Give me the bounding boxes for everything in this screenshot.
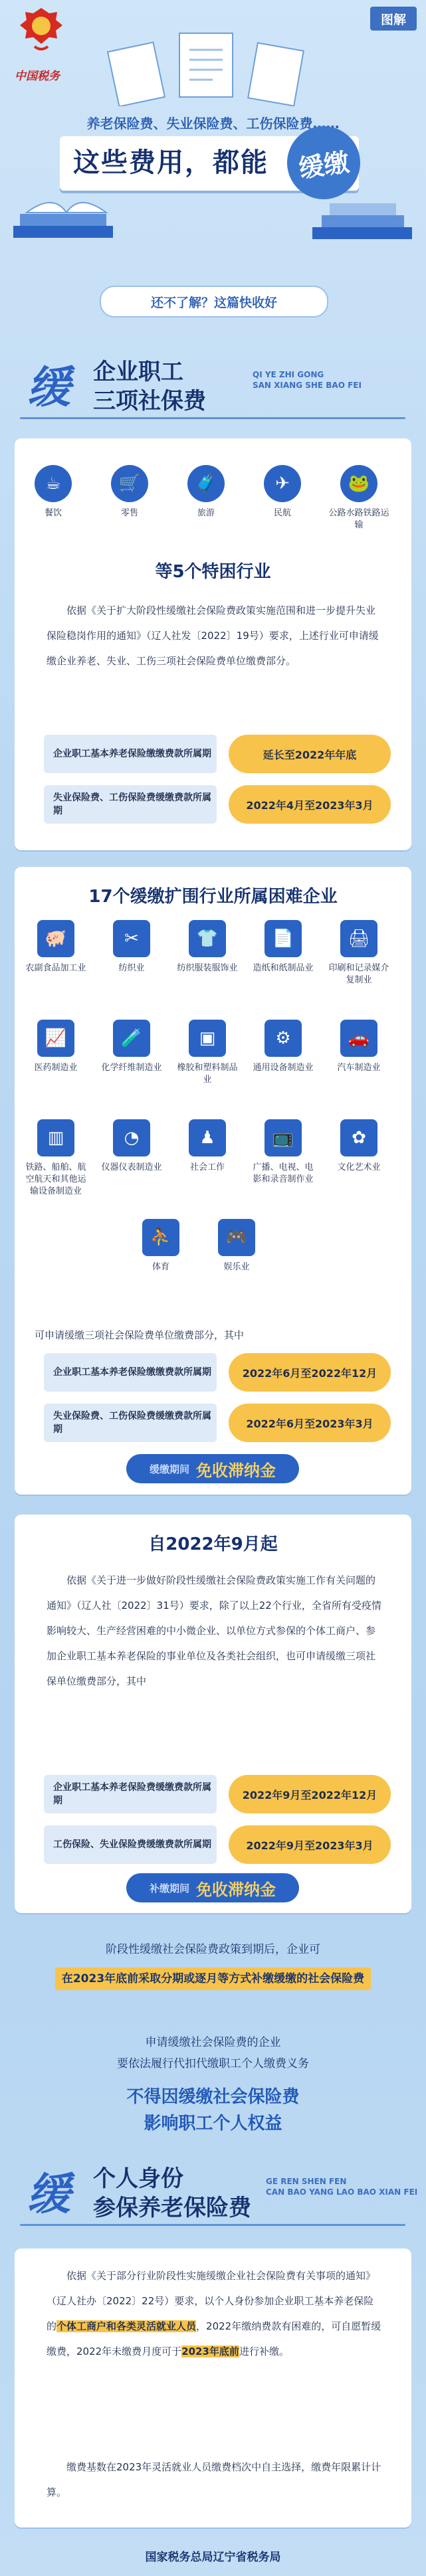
industry-item	[98, 1020, 165, 1074]
policy-expiry-highlight: 在2023年底前采取分期或逐月等方式补缴缓缴的社会保险费	[55, 1968, 371, 1990]
industry-label: 社会工作	[189, 1162, 225, 1172]
industry-icon: 🖨	[340, 920, 377, 957]
header-pill: 还不了解？这篇快收好	[100, 286, 328, 318]
industry-item	[326, 920, 392, 986]
industry-label: 化学纤维制造业	[101, 1063, 162, 1073]
card4-para1	[47, 2263, 382, 2364]
industry-label: 铁路、船舶、航空航天和其他运输设备制造业	[25, 1162, 86, 1196]
industry-item	[203, 1219, 270, 1273]
industry-icon: ☕	[35, 465, 72, 502]
card3-heading: 自2022年9月起	[148, 1534, 278, 1554]
documents-illustration	[100, 27, 326, 106]
industry-icon: ⚙	[265, 1020, 302, 1057]
industry-label: 造纸和纸制品业	[253, 963, 314, 973]
section-banner-1	[0, 345, 426, 432]
card4-para1-a: 依据《关于部分行业阶段性实施缓缴企业社会保险费有关事项的通知》（辽人社办〔2022〕22号）要求，以个人身份参加企业职工基本养老保险的	[47, 2270, 376, 2332]
rights-statement-line2: 影响职工个人权益	[144, 2114, 282, 2134]
industry-label: 仪器仪表制造业	[101, 1162, 162, 1172]
industry-label: 文化艺术业	[337, 1162, 381, 1172]
footer-issuer: 国家税务总局辽宁省税务局	[145, 2551, 281, 2564]
card-special-industries	[15, 438, 411, 850]
industry-item	[326, 1020, 392, 1074]
industry-item	[326, 465, 392, 531]
row-label-pension: 企业职工基本养老保险缴缴费款所属期	[44, 735, 217, 773]
header-subtitle: 养老保险费、失业保险费、工伤保险费……	[86, 116, 340, 132]
card2-heading: 17个缓缴扩围行业所属困难企业	[88, 887, 338, 907]
book-stack-right-icon	[306, 193, 419, 252]
industry-icon: 📺	[265, 1119, 302, 1156]
industry-label: 橡胶和塑料制品业	[177, 1063, 238, 1085]
industry-icon: 🛒	[111, 465, 148, 502]
industry-item	[173, 465, 239, 519]
card4-para1-c: 进行补缴。	[239, 2346, 289, 2357]
industry-label: 印刷和记录媒介复制业	[328, 963, 389, 985]
industry-icon: 🧪	[113, 1020, 150, 1057]
industry-item	[20, 465, 86, 519]
industry-icon: ✈	[264, 465, 301, 502]
industry-label: 汽车制造业	[337, 1063, 381, 1073]
logo-text: 中国税务	[15, 70, 60, 83]
header-title: 这些费用，都能	[73, 147, 268, 178]
industry-icon: 📄	[265, 920, 302, 957]
card4-para1-b: ，2022年缴纳费款有困难的，可自愿暂缓缴费，2022年未缴费月度可于	[47, 2320, 381, 2357]
industry-item	[174, 1020, 241, 1086]
row-label-unemployment-2: 失业保险费、工伤保险费缓缴费款所属期	[44, 1404, 217, 1442]
banner2-title-line2: 参保养老保险费	[93, 2195, 251, 2221]
industry-label: 公路水路铁路运输	[328, 508, 389, 530]
banner-pinyin-line2: SAN XIANG SHE BAO FEI	[253, 381, 362, 390]
badge-small-text: 缓缴期间	[149, 1463, 189, 1475]
card4-para1-highlight2: 2023年底前	[181, 2346, 239, 2357]
row-value-unemployment: 2022年4月至2023年3月	[229, 785, 391, 824]
industry-item	[326, 1119, 392, 1174]
banner2-title	[93, 2164, 251, 2223]
industry-icon: ◔	[113, 1119, 150, 1156]
graphic-tag: 图解	[370, 7, 417, 31]
late-fee-waiver-badge	[126, 1454, 299, 1483]
banner2-title-line1: 个人身份	[93, 2165, 183, 2192]
industry-item	[250, 1020, 316, 1074]
row-label-pension-2: 企业职工基本养老保险缴缴费款所属期	[44, 1353, 217, 1392]
industry-icon: 🧳	[187, 465, 225, 502]
badge-big-text: 免收滞纳金	[196, 1461, 276, 1480]
banner2-pinyin-line2: CAN BAO YANG LAO BAO XIAN FEI	[266, 2187, 418, 2197]
row-label-pension-3: 企业职工基本养老保险费缓缴费款所属期	[44, 1775, 217, 1813]
banner2-underline	[20, 2224, 405, 2226]
banner-pinyin-line1: QI YE ZHI GONG	[253, 370, 324, 379]
industry-label: 体育	[152, 1262, 169, 1272]
industry-icon: ▣	[189, 1020, 226, 1057]
card4-para2: 缴费基数在2023年灵活就业人员缴费档次中自主选择，缴费年限累计计算。	[47, 2461, 381, 2498]
banner-underline	[20, 417, 405, 419]
row-value-unemployment-2: 2022年6月至2023年3月	[229, 1404, 391, 1442]
industry-label: 通用设备制造业	[253, 1063, 314, 1073]
badge-small-text-3: 补缴期间	[149, 1882, 189, 1894]
policy-expiry-text: 阶段性缓缴社会保险费政策到期后，企业可	[106, 1943, 320, 1956]
industry-label: 餐饮	[44, 508, 62, 518]
banner-pinyin	[253, 369, 362, 391]
card-from-sep-2022	[15, 1515, 411, 1913]
card-expanded-industries	[15, 867, 411, 1495]
industry-label: 旅游	[197, 508, 215, 518]
industry-item	[96, 465, 163, 519]
industry-item	[98, 920, 165, 974]
card4-para1-highlight: 个体工商户和各类灵活就业人员	[56, 2320, 197, 2332]
policy-expiry-highlight-wrap	[0, 1968, 426, 1990]
banner-title-line2: 三项社保费	[93, 388, 206, 414]
supplement-late-fee-badge	[126, 1873, 299, 1902]
rights-statement-line1: 不得因缓缴社会保险费	[126, 2087, 300, 2107]
industry-icon: ✿	[340, 1119, 377, 1156]
industry-item	[23, 1020, 89, 1074]
industry-icon: ⛹	[142, 1219, 179, 1256]
industry-item	[23, 1119, 89, 1198]
industry-label: 医药制造业	[34, 1063, 78, 1073]
industry-icon: 🚗	[340, 1020, 377, 1057]
industry-icon: 🐸	[340, 465, 377, 502]
industry-icon: ♟	[189, 1119, 226, 1156]
industry-label: 纺织服装服饰业	[177, 963, 238, 973]
row-label-unemployment: 失业保险费、工伤保险费缓缴费款所属期	[44, 785, 217, 824]
industry-item	[174, 1119, 241, 1174]
industry-icon: 🎮	[218, 1219, 255, 1256]
industry-label: 零售	[120, 508, 138, 518]
industry-label: 农副食品加工业	[25, 963, 86, 973]
obligation-line1: 申请缓缴社会保险费的企业	[145, 2036, 281, 2049]
industry-item	[249, 465, 316, 519]
header-seal: 缓缴	[282, 122, 365, 204]
industry-label: 民航	[273, 508, 291, 518]
industry-icon: 🐖	[37, 920, 74, 957]
industry-label: 娱乐业	[223, 1262, 250, 1272]
row-value-pension: 延长至2022年年底	[229, 735, 391, 773]
industry-item	[174, 920, 241, 974]
row-value-pension-3: 2022年9月至2022年12月	[229, 1775, 391, 1813]
card1-heading: 等5个特困行业	[155, 562, 271, 582]
card-individual-pension	[15, 2249, 411, 2528]
banner-title-line1: 企业职工	[93, 359, 183, 385]
header	[0, 0, 426, 299]
card1-body: 依据《关于扩大阶段性缓缴社会保险费政策实施范围和进一步提升失业保险稳岗作用的通知》（辽人社发〔2022〕19号）要求，上述行业可申请缓缴企业养老、失业、工伤三项社会保险费单位缴费部分。	[47, 604, 379, 667]
card3-body: 依据《关于进一步做好阶段性缓缴社会保险费政策实施工作有关问题的通知》（辽人社〔2022〕31号）要求，除了以上22个行业，全省所有受疫情影响较大、生产经营困难的中小微企业、以单位方式参保的个体工商户、参加企业职工基本养老保险的事业单位及各类社会组织，也可申请缓缴三项社保单位缴费部分，其中	[47, 1574, 381, 1687]
banner2-huan-char: 缓	[27, 2168, 70, 2220]
tax-emblem-icon	[15, 5, 68, 53]
industry-item	[250, 1119, 316, 1186]
industry-icon: ▥	[37, 1119, 74, 1156]
card2-intro: 可申请缓缴三项社会保险费单位缴费部分，其中	[35, 1329, 245, 1341]
obligation-line2: 要依法履行代扣代缴职工个人缴费义务	[117, 2057, 309, 2070]
industry-icon: 📈	[37, 1020, 74, 1057]
book-stack-left-icon	[7, 193, 126, 252]
banner-huan-char: 缓	[27, 361, 70, 413]
industry-item	[23, 920, 89, 974]
industry-item	[250, 920, 316, 974]
banner2-pinyin-line1: GE REN SHEN FEN	[266, 2177, 347, 2186]
row-value-pension-2: 2022年6月至2022年12月	[229, 1353, 391, 1392]
row-label-injury-3: 工伤保险、失业保险费缓缴费款所属期	[44, 1825, 217, 1864]
industry-item	[128, 1219, 194, 1273]
banner2-pinyin	[266, 2176, 417, 2197]
industry-label: 纺织业	[118, 963, 145, 973]
banner-title	[93, 357, 206, 416]
badge-big-text-3: 免收滞纳金	[196, 1880, 276, 1899]
industry-label: 广播、电视、电影和录音制作业	[253, 1162, 314, 1184]
section-banner-2	[0, 2152, 426, 2239]
industry-icon: 👕	[189, 920, 226, 957]
row-value-injury-3: 2022年9月至2023年3月	[229, 1825, 391, 1864]
industry-item	[98, 1119, 165, 1174]
industry-icon: ✂	[113, 920, 150, 957]
